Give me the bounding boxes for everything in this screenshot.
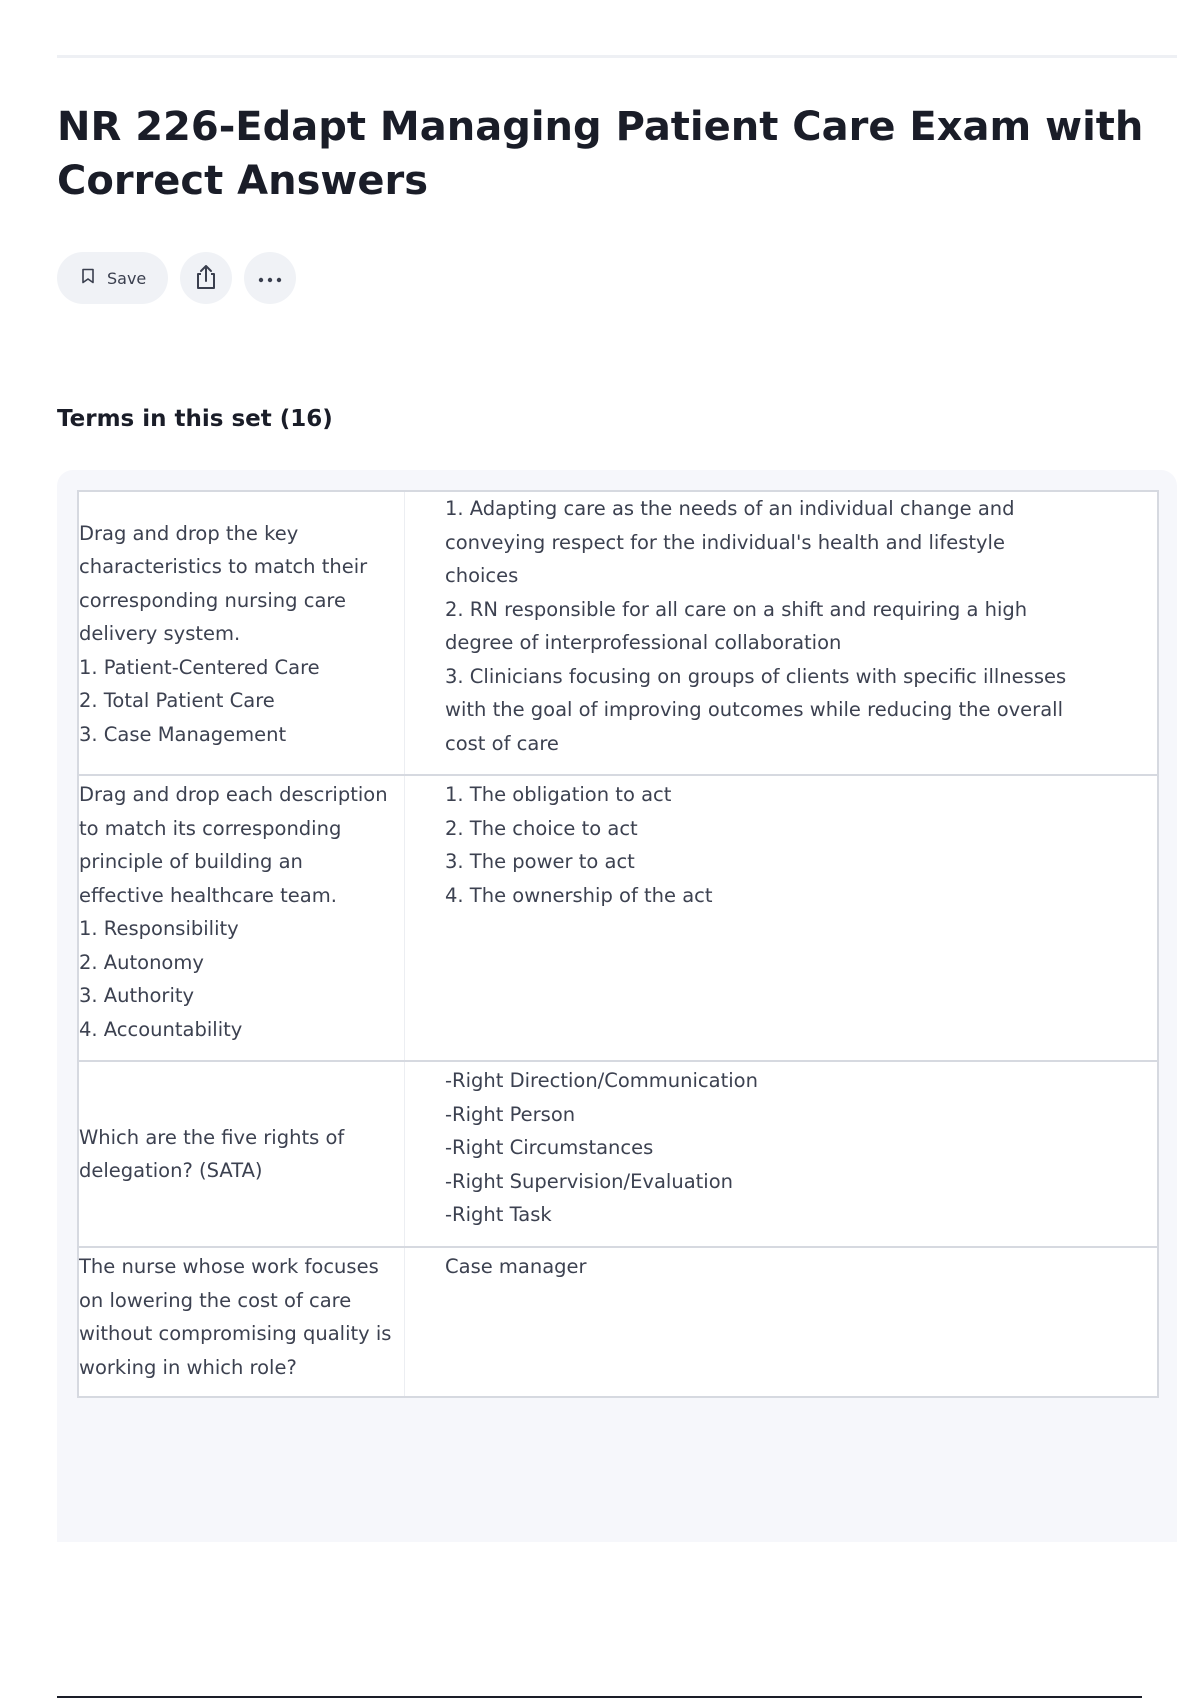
top-divider [57, 55, 1177, 58]
terms-heading: Terms in this set (16) [57, 406, 333, 432]
term-cell: The nurse whose work focuses on lowering the cost of care without compromising quality is working in which role? [79, 1248, 405, 1396]
more-horizontal-icon [257, 271, 283, 286]
definition-cell: 1. Adapting care as the needs of an individual change and conveying respect for the individual's health and lifestyle choices 2. RN responsible for all care on a shift and requiring a high degree of interprofessional collaboration 3. Clinicians focusing on groups of clients with specific illnesses with the goal of improving outcomes while reducing the overall cost of care [445, 497, 1067, 755]
terms-table [77, 490, 1159, 1398]
term-row [79, 1062, 1157, 1248]
more-options-button[interactable] [244, 252, 296, 304]
bottom-divider [57, 1696, 1142, 1698]
save-button-label: Save [107, 268, 147, 288]
term-row [79, 492, 1157, 776]
save-button[interactable] [57, 252, 168, 304]
term-row [79, 776, 1157, 1062]
terms-panel [57, 470, 1177, 1542]
share-icon [194, 264, 218, 293]
term-cell: Which are the five rights of delegation? (SATA) [79, 1062, 405, 1246]
share-button[interactable] [180, 252, 232, 304]
term-cell: Drag and drop the key characteristics to match their corresponding nursing care delivery system. 1. Patient-Centered Care 2. Total Patient Care 3. Case Management [79, 492, 405, 774]
action-bar [57, 252, 296, 304]
page-title: NR 226-Edapt Managing Patient Care Exam with Correct Answers [57, 104, 1144, 204]
definition-cell: Case manager [445, 1255, 587, 1278]
bookmark-icon [81, 268, 95, 288]
definition-cell: 1. The obligation to act 2. The choice to act 3. The power to act 4. The ownership of the act [445, 783, 713, 907]
term-row [79, 1248, 1157, 1396]
definition-cell: -Right Direction/Communication -Right Person -Right Circumstances -Right Supervision/Evaluation -Right Task [445, 1069, 758, 1226]
term-cell: Drag and drop each description to match its corresponding principle of building an effective healthcare team. 1. Responsibility 2. Autonomy 3. Authority 4. Accountability [79, 776, 405, 1060]
